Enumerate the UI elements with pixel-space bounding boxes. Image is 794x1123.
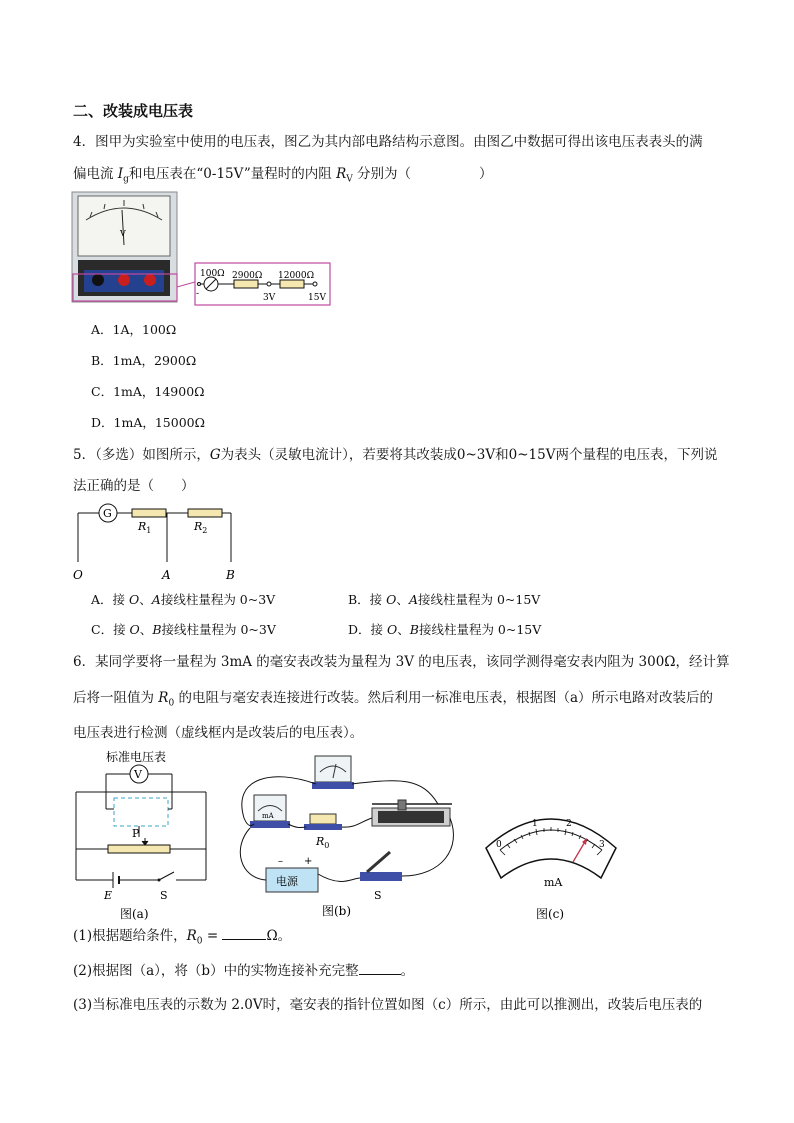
q5-option-a: A．接 O、A接线柱量程为 0~3V [91,592,276,607]
svg-text:-: - [196,289,200,299]
svg-text:0: 0 [496,840,502,850]
q6-figure-a [68,745,218,920]
svg-text:S: S [160,889,168,902]
q4-line2: 偏电流 $I_g$和电压表在“0-15V”量程时的内阻 $R_V$ 分别为（ ） [73,166,493,185]
q4-option-b: B．1mA，2900Ω [91,353,197,368]
q6-line3: 电压表进行检测（虚线框内是改装后的电压表）。 [73,725,364,741]
svg-text:1: 1 [532,819,538,829]
svg-text:mA: mA [544,876,563,889]
meter-scale-label: V [120,229,126,238]
section-title: 二、改装成电压表 [73,102,194,120]
svg-text:电源: 电源 [276,875,298,888]
galvanometer-label: G [103,507,112,520]
terminal-b: B [226,568,235,582]
q4-figure [70,190,335,310]
svg-text:E: E [104,889,113,902]
q5-line2: 法正确的是（ ） [73,478,195,494]
q5-option-c: C．接 O、B接线柱量程为 0~3V [91,622,276,637]
svg-text:15V: 15V [308,293,326,303]
svg-text:100Ω: 100Ω [200,269,225,279]
svg-text:3: 3 [599,840,605,850]
fig-b-caption: 图(b) [322,904,352,918]
svg-text:–: – [278,856,283,867]
answer-blank[interactable] [359,962,401,975]
q4-option-c: C．1mA，14900Ω [91,384,205,399]
svg-text:P: P [132,827,140,840]
svg-text:S: S [374,889,382,902]
q6-figure-c [476,790,626,920]
q4-option-a: A．1A，100Ω [91,322,177,337]
q5-option-d: D．接 O、B接线柱量程为 0~15V [348,622,542,637]
q6-figure-b [232,748,472,920]
fig-a-title: 标准电压表 [106,750,167,764]
svg-text:R1: $R_1$ [138,520,152,535]
q4-internal-circuit [195,263,330,305]
svg-text:R0: $R_0$ [316,835,330,850]
svg-text:2: 2 [566,819,572,829]
svg-text:+: + [304,856,313,867]
q4-line1: 4．图甲为实验室中使用的电压表，图乙为其内部电路结构示意图。由图乙中数据可得出该电压表表头的满 [73,134,703,150]
svg-text:12000Ω: 12000Ω [278,271,315,281]
terminal-o: O [73,568,83,582]
q4-option-d: D．1mA，15000Ω [91,415,205,430]
q6-line1: 6．某同学要将一量程为 3mA 的毫安表改装为量程为 3V 的电压表，该同学测得毫安表内阻为 300Ω，经计算 [73,654,730,670]
svg-text:R2: $R_2$ [194,520,208,535]
q5-circuit [70,500,250,586]
answer-blank[interactable] [222,927,266,940]
svg-text:mA: mA [262,812,274,820]
q6-line2: 后将一阻值为 $R_0$ 的电阻与毫安表连接进行改装。然后利用一标准电压表，根据图（a）所示电路对改装后的 [73,690,714,709]
fig-c-caption: 图(c) [536,907,565,920]
svg-text:2900Ω: 2900Ω [232,271,263,281]
terminal-a: A [162,568,171,582]
q6-part1: (1)根据题给条件，$R_0 = \Omega$。 [73,928,292,947]
q5-line1: 5．（多选）如图所示，G为表头（灵敏电流计），若要将其改装成0~3V和0~15V两个量程的电压表，下列说 [73,447,718,463]
voltmeter-photo [72,192,177,302]
svg-text:3V: 3V [263,293,276,303]
fig-a-caption: 图(a) [120,907,149,920]
q6-part3: (3)当标准电压表的示数为 2.0V时，毫安表的指针位置如图（c）所示，由此可以推测出，改装后电压表的 [73,997,703,1013]
q6-part2: (2)根据图（a），将（b）中的实物连接补充完整 。 [73,963,415,979]
q5-option-b: B．接 O、A接线柱量程为 0~15V [348,592,541,607]
svg-text:V: V [134,768,142,781]
